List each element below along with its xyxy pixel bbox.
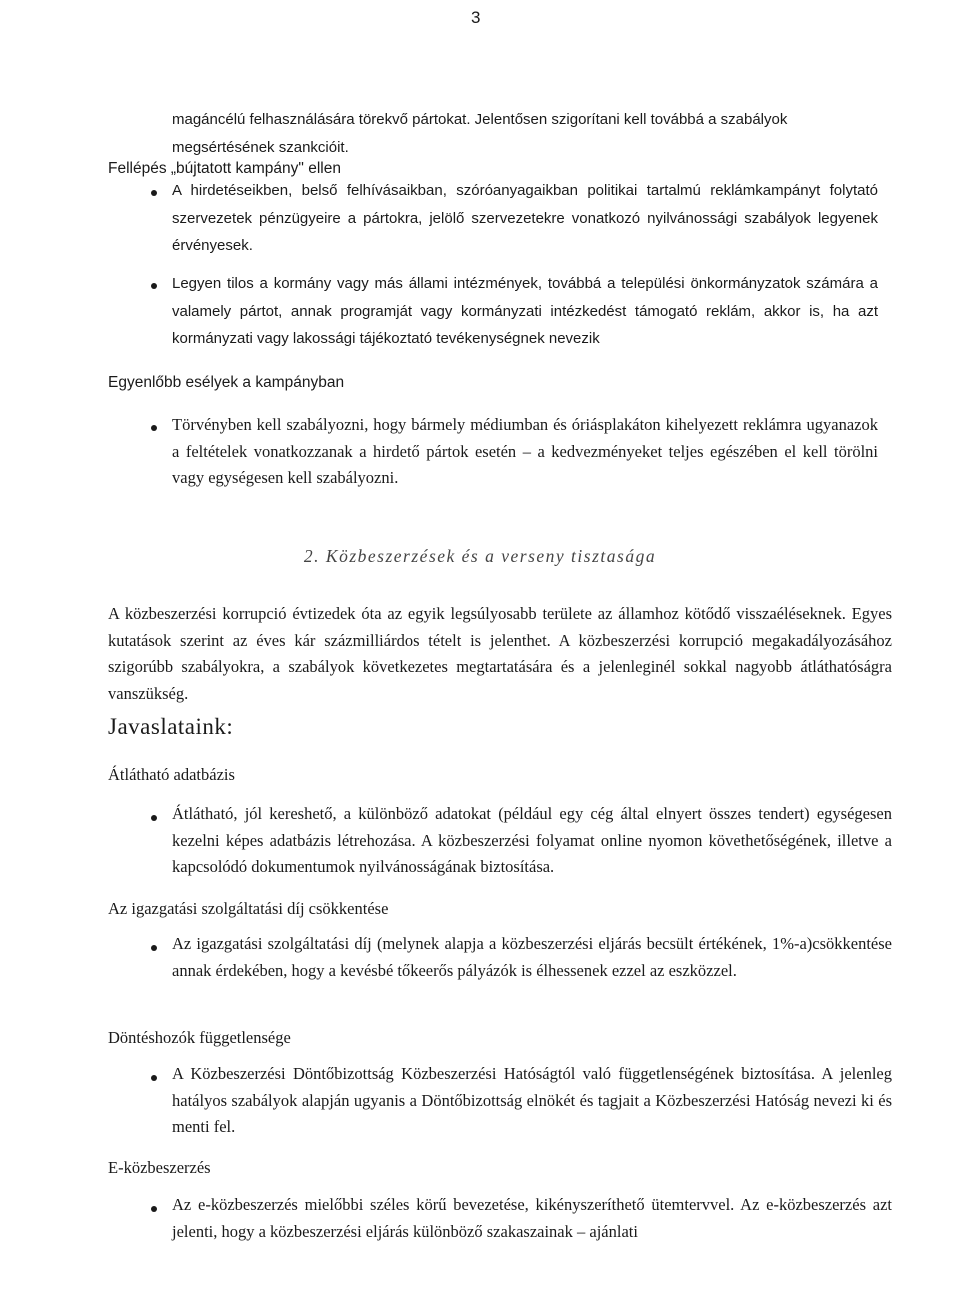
bullet-text: Legyen tilos a kormány vagy más állami intézmények, továbbá a települési önkormányzatok számára a valamely pártot, annak programját vagy kormányzati intézkedést támogató reklám, akkor is, ha azt kormányzati vagy lakossági tájékoztató tevékenységnek nevezik [172, 275, 878, 347]
bullet-icon [151, 1206, 157, 1212]
bullet-icon [151, 425, 157, 431]
proposal-heading: Döntéshozók függetlensége [108, 1028, 291, 1047]
proposal-text: A Közbeszerzési Döntőbizottság Közbeszerzési Hatóságtól való függetlenségének biztosítása. A jelenleg hatályos szabályok alapján ugyanis a Döntőbizottság elnökét és tagjait a Közbeszerzési Hatóság nevezi ki és menti fel. [172, 1064, 892, 1136]
bullet-icon [151, 190, 157, 196]
proposal-text: Az igazgatási szolgáltatási díj (melynek alapja a közbeszerzési eljárás becsült értékének, 1%-a)csökkentése annak érdekében, hogy a kevésbé tőkeerős pályázók is élhessenek ezzel az eszközzel. [172, 934, 892, 980]
chapter-title: 2. Közbeszerzések és a verseny tisztasága [303, 546, 657, 566]
bullet-icon [151, 945, 157, 951]
proposal-text: Az e-közbeszerzés mielőbbi széles körű bevezetése, kikényszeríthető ütemtervvel. Az e-közbeszerzés azt jelenti, hogy a közbeszerzési eljárás különböző szakaszainak – ajánlati [172, 1195, 892, 1241]
bullet-icon [151, 815, 157, 821]
bullet-text: A hirdetéseikben, belső felhívásaikban, szóróanyagaikban politikai tartalmú reklámkampányt folytató szervezetek pénzügyeire a pártokra, jelölő szervezetekre vonatkozó nyilvánossági szabályok legyenek érvényesek. [172, 182, 878, 254]
proposal-heading: E-közbeszerzés [108, 1158, 211, 1177]
bullet-icon [151, 283, 157, 289]
proposals-heading: Javaslataink: [108, 714, 234, 739]
bullet-icon [151, 1075, 157, 1081]
heading-equal-chances: Egyenlőbb esélyek a kampányban [108, 374, 345, 391]
chapter-intro: A közbeszerzési korrupció évtizedek óta az egyik legsúlyosabb területe az államhoz kötődő visszaéléseknek. Egyes kutatások szerint az éves kár százmilliárdos tételt is jelenthet. A közbeszerzési korrupció megakadályozásához szigorúbb szabályokra, a szabályok következetes megtartatására és a jelenleginél sokkal nagyobb átláthatóságra vanszükség. [108, 604, 892, 703]
proposal-heading: Az igazgatási szolgáltatási díj csökkentése [108, 899, 389, 918]
page-number: 3 [471, 8, 481, 27]
proposal-text: Átlátható, jól kereshető, a különböző adatokat (például egy cég által elnyert összes tendert) egységesen kezelni képes adatbázis létrehozása. A közbeszerzési folyamat online nyomon követhetőségének, illetve a kapcsolódó dokumentumok nyilvánosságának biztosítása. [172, 804, 892, 876]
heading-hidden-campaign: Fellépés „bújtatott kampány" ellen [108, 160, 341, 177]
intro-paragraph: magáncélú felhasználására törekvő pártokat. Jelentősen szigorítani kell továbbá a szabályok megsértésének szankcióit. [172, 111, 788, 156]
proposal-heading: Átlátható adatbázis [108, 765, 235, 784]
bullet-text: Törvényben kell szabályozni, hogy bármely médiumban és óriásplakáton kihelyezett reklámra ugyanazok a feltételek vonatkozzanak a hirdető pártok esetén – a kedvezményeket teljes egészében el kell törölni vagy egységesen kell szabályozni. [172, 415, 878, 487]
